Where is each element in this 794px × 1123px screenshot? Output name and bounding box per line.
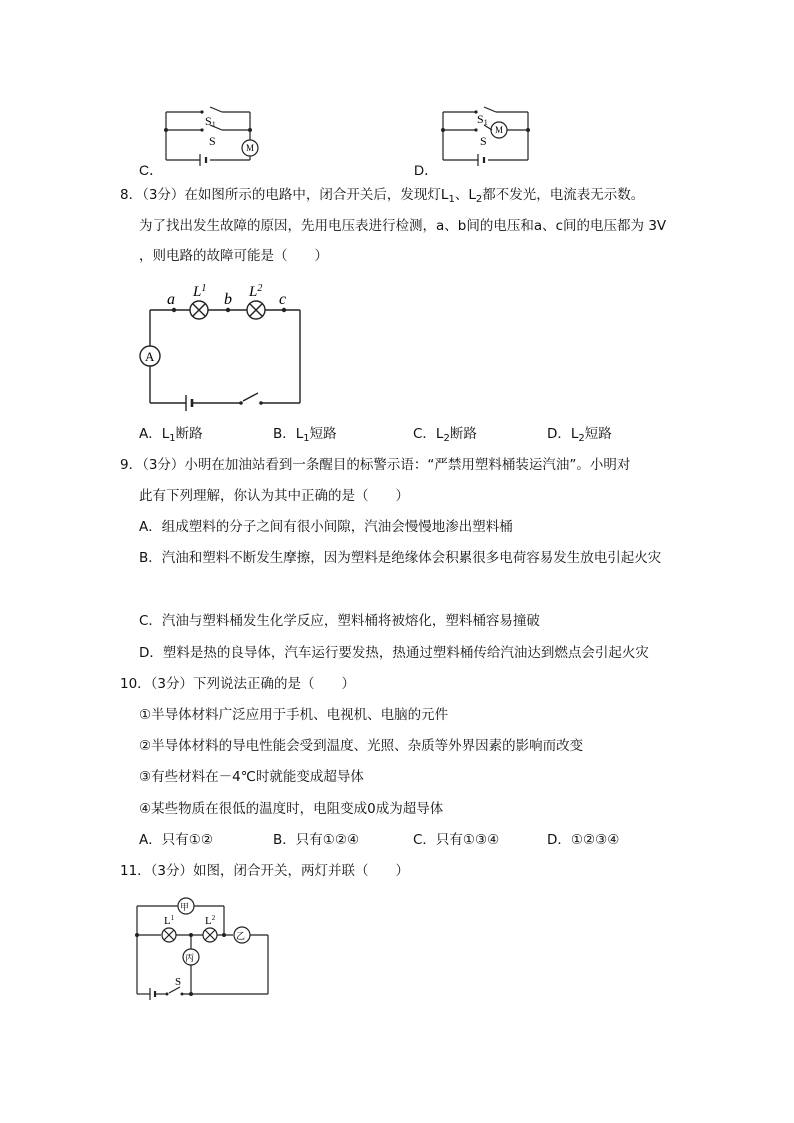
q9-line-1: 9．（3分）小明在加油站看到一条醒目的标警示语：“严禁用塑料桶装运汽油”。小明对: [120, 457, 631, 473]
q11-meter-bing-label: 丙: [185, 953, 195, 963]
q9-line-2: 此有下列理解，你认为其中正确的是（ ）: [139, 488, 409, 504]
q10-option-a: A．只有①②: [139, 832, 213, 848]
q9-option-d: D．塑料是热的良导体，汽车运行要发热，热通过塑料桶传给汽油达到燃点会引起火灾: [139, 645, 649, 661]
q8-lamp-l1-label: $L^1$: [193, 283, 207, 300]
q11-meter-yi-label: 乙: [236, 931, 246, 941]
q10-item-2: ②半导体材料的导电性能会受到温度、光照、杂质等外界因素的影响而改变: [139, 738, 584, 754]
q9-option-c: C．汽油与塑料桶发生化学反应，塑料桶将被熔化，塑料桶容易撞破: [139, 613, 540, 629]
q9-option-b: B．汽油和塑料不断发生摩擦，因为塑料是绝缘体会积累很多电荷容易发生放电引起火灾: [139, 550, 662, 566]
q10-option-c: C．只有①③④: [413, 832, 500, 848]
q8-option-a: A．$L_1$断路: [139, 426, 203, 444]
q7-option-d-label: D．: [414, 162, 439, 178]
q7-option-c-label: C．: [139, 162, 164, 178]
q8-line-2: 为了找出发生故障的原因，先用电压表进行检测，a、b间的电压和a、c间的电压都为 3V: [139, 218, 667, 234]
q8-lamp-l2-label: $L^2$: [249, 283, 263, 300]
q10-item-1: ①半导体材料广泛应用于手机、电视机、电脑的元件: [139, 707, 449, 723]
q7-d-motor-label: M: [495, 125, 504, 135]
q7-d-s1-label: S1: [477, 112, 488, 127]
q8-option-d: D．$L_2$短路: [547, 426, 612, 444]
q11-lamp-l2-label: $L^2$: [205, 914, 216, 927]
q7-c-s-label: S: [209, 134, 216, 148]
q7-d-s-label: S: [480, 134, 487, 148]
q8-option-c: C．$L_2$断路: [413, 426, 477, 444]
q8-line-3: ，则电路的故障可能是（ ）: [139, 248, 328, 264]
q10-item-3: ③有些材料在－4℃时就能变成超导体: [139, 769, 364, 785]
q11-line-1: 11．（3分）如图，闭合开关，两灯并联（ ）: [120, 863, 410, 879]
q10-item-4: ④某些物质在很低的温度时，电阻变成0成为超导体: [139, 801, 444, 817]
q9-option-a: A．组成塑料的分子之间有很小间隙，汽油会慢慢地渗出塑料桶: [139, 519, 513, 535]
q8-line-1: 8．（3分）在如图所示的电路中，闭合开关后，发现灯$L_1$、$L_2$都不发光，电流表无示数。: [120, 187, 645, 205]
q8-ammeter-label: A: [145, 349, 155, 364]
q11-lamp-l1-label: $L^1$: [164, 914, 175, 927]
q7-c-s1-label: S1: [205, 114, 216, 129]
q8-point-a: a: [167, 291, 175, 308]
q10-line-1: 10．（3分）下列说法正确的是（ ）: [120, 676, 356, 692]
q8-point-b: b: [224, 291, 232, 308]
q11-meter-jia-label: 甲: [180, 902, 190, 912]
q10-option-d: D．①②③④: [547, 832, 620, 848]
q10-option-b: B．只有①②④: [273, 832, 360, 848]
q8-point-c: c: [279, 291, 287, 308]
q7-c-motor-label: M: [246, 143, 255, 153]
q11-switch-label: S: [175, 976, 182, 988]
q8-option-b: B．$L_1$短路: [273, 426, 337, 444]
